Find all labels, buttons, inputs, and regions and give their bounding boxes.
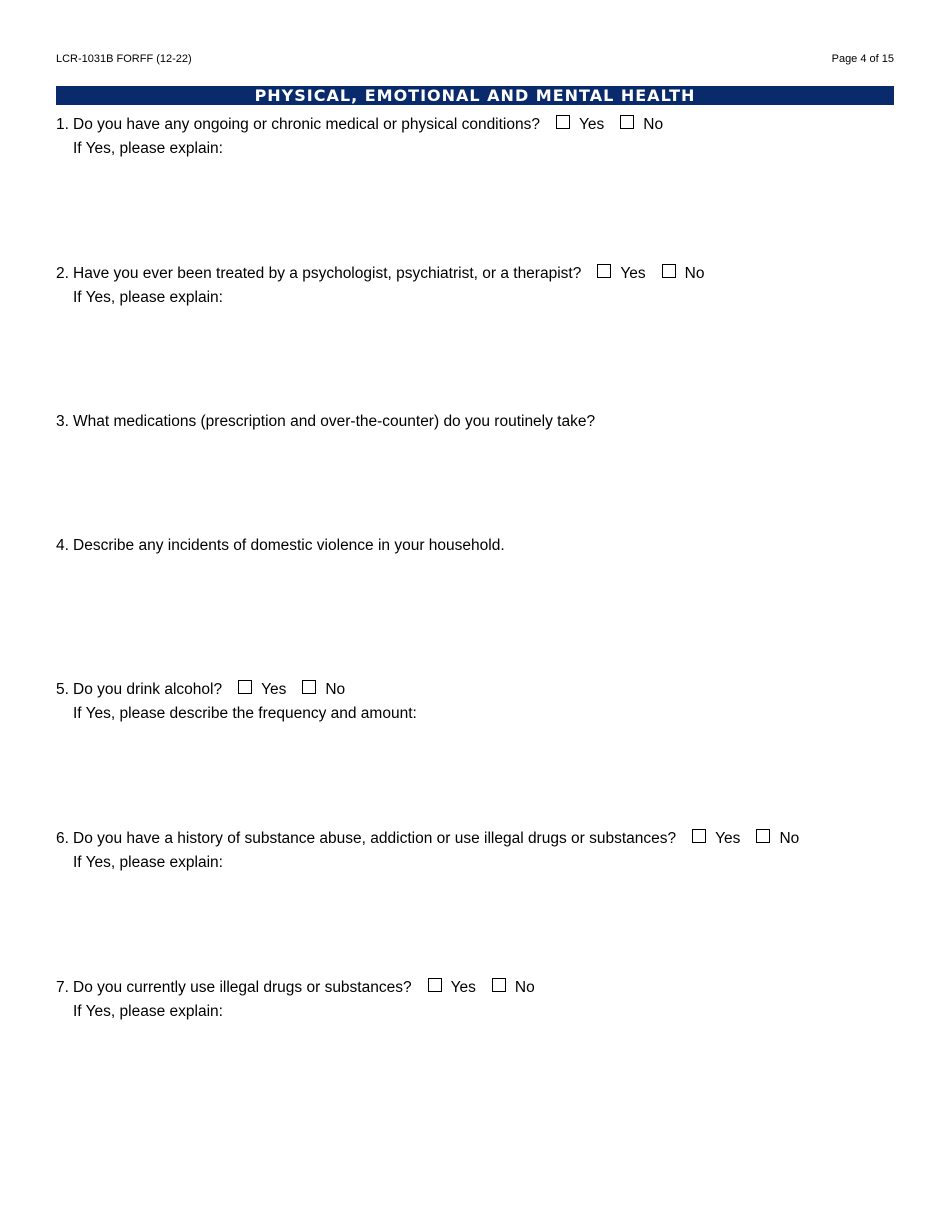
yes-label: Yes: [579, 116, 605, 133]
question-text: Do you have any ongoing or chronic medical or physical conditions?: [73, 116, 540, 133]
yes-label: Yes: [450, 979, 476, 996]
followup-prompt: If Yes, please explain:: [73, 289, 223, 306]
question-text: What medications (prescription and over-the-counter) do you routinely take?: [73, 413, 596, 430]
yes-label: Yes: [620, 265, 646, 282]
yes-label: Yes: [261, 681, 287, 698]
q7-yes-checkbox[interactable]: [428, 978, 442, 992]
q6-no-checkbox[interactable]: [756, 829, 770, 843]
question-number: 6.: [56, 830, 69, 847]
question-number: 5.: [56, 681, 69, 698]
question-2: [56, 263, 894, 309]
q5-yes-option[interactable]: [238, 681, 286, 699]
question-text: Describe any incidents of domestic violence in your household.: [73, 537, 505, 554]
question-text: Do you currently use illegal drugs or substances?: [73, 979, 412, 996]
followup-prompt: If Yes, please explain:: [73, 1003, 223, 1020]
question-number: 3.: [56, 413, 69, 430]
no-label: No: [684, 265, 705, 282]
no-label: No: [779, 830, 800, 847]
page-header: [56, 53, 894, 67]
form-id: LCR-1031B FORFF (12-22): [56, 53, 192, 65]
q5-yes-checkbox[interactable]: [238, 680, 252, 694]
q2-no-checkbox[interactable]: [662, 264, 676, 278]
question-4: [56, 535, 894, 557]
q7-no-checkbox[interactable]: [492, 978, 506, 992]
question-number: 7.: [56, 979, 69, 996]
no-label: No: [514, 979, 535, 996]
question-number: 2.: [56, 265, 69, 282]
question-text: Do you have a history of substance abuse, addiction or use illegal drugs or substances?: [73, 830, 677, 847]
q1-no-option[interactable]: [620, 116, 663, 134]
q7-no-option[interactable]: [492, 979, 535, 997]
q2-no-option[interactable]: [662, 265, 705, 283]
question-6: [56, 828, 894, 874]
q7-yes-option[interactable]: [428, 979, 476, 997]
q5-no-option[interactable]: [302, 681, 345, 699]
followup-prompt: If Yes, please explain:: [73, 854, 223, 871]
question-text: Have you ever been treated by a psychologist, psychiatrist, or a therapist?: [73, 265, 582, 282]
question-7: [56, 977, 894, 1023]
yes-label: Yes: [715, 830, 741, 847]
q1-yes-option[interactable]: [556, 116, 604, 134]
page-number: Page 4 of 15: [831, 53, 894, 65]
question-3: [56, 411, 894, 433]
followup-prompt: If Yes, please describe the frequency and amount:: [73, 705, 417, 722]
no-label: No: [643, 116, 664, 133]
q2-yes-option[interactable]: [597, 265, 645, 283]
q2-yes-checkbox[interactable]: [597, 264, 611, 278]
q5-no-checkbox[interactable]: [302, 680, 316, 694]
question-1: [56, 114, 894, 160]
q1-yes-checkbox[interactable]: [556, 115, 570, 129]
question-5: [56, 679, 894, 725]
q6-yes-checkbox[interactable]: [692, 829, 706, 843]
q6-yes-option[interactable]: [692, 830, 740, 848]
q6-no-option[interactable]: [756, 830, 799, 848]
followup-prompt: If Yes, please explain:: [73, 140, 223, 157]
section-title: PHYSICAL, EMOTIONAL AND MENTAL HEALTH: [56, 86, 894, 105]
q1-no-checkbox[interactable]: [620, 115, 634, 129]
question-text: Do you drink alcohol?: [73, 681, 223, 698]
no-label: No: [325, 681, 346, 698]
question-number: 1.: [56, 116, 69, 133]
question-number: 4.: [56, 537, 69, 554]
